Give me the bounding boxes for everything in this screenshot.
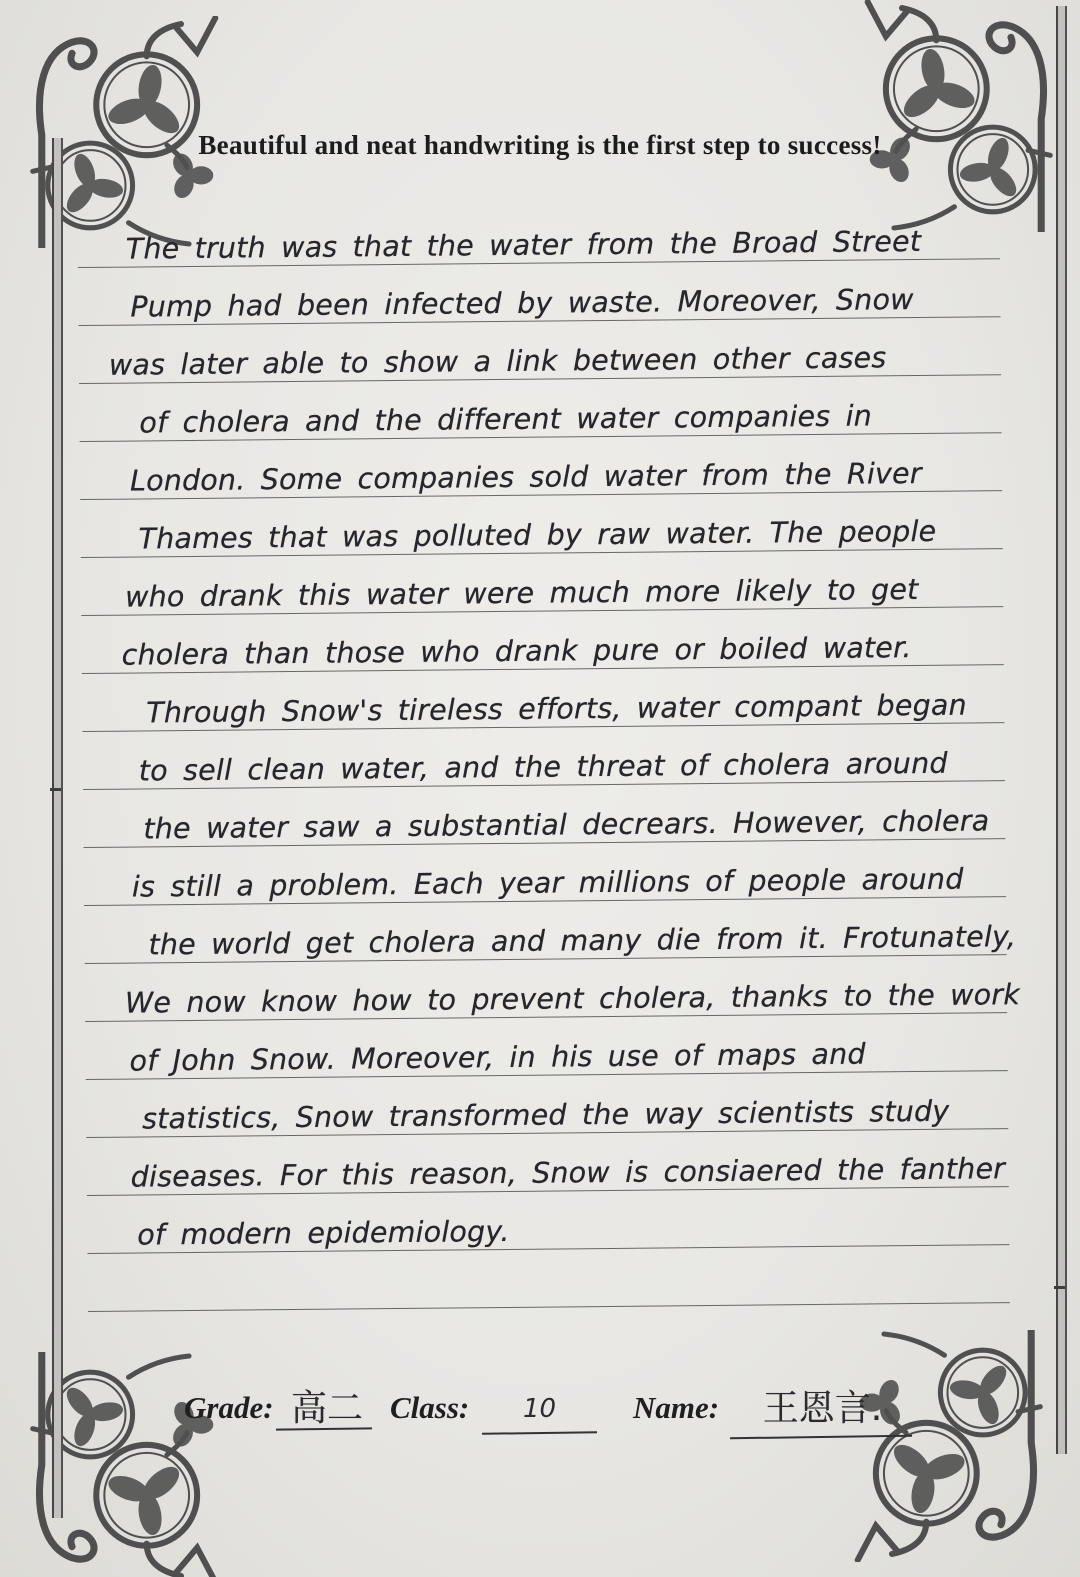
corner-ornament-icon (862, 0, 1057, 232)
ruled-line (82, 723, 1005, 790)
ruled-line (87, 1245, 1010, 1312)
ruled-line (84, 839, 1007, 906)
ruled-line (80, 433, 1003, 500)
handwritten-text: The truth was that the water from the Broad Street (125, 224, 922, 266)
ruled-line (80, 491, 1003, 558)
handwritten-text: London. Some companies sold water from the River (129, 456, 922, 498)
name-label: Name: (633, 1390, 720, 1425)
ruled-line (85, 1013, 1008, 1080)
ruled-line (85, 955, 1021, 1022)
ruled-line (79, 375, 1002, 442)
footer-fields (0, 1378, 1080, 1448)
name-underline (730, 1435, 912, 1440)
handwritten-text: of cholera and the different water companies in (139, 398, 873, 439)
handwritten-text: to sell clean water, and the threat of cholera around (138, 746, 948, 787)
handwritten-text: cholera than those who drank pure or boiled water. (121, 630, 912, 672)
ruled-lines (77, 201, 1021, 1312)
ruled-line (86, 1129, 1009, 1196)
class-label: Class: (390, 1390, 470, 1425)
ruled-line (86, 1071, 1009, 1138)
handwritten-text: was later able to show a link between other cases (108, 340, 887, 382)
class-underline (482, 1431, 597, 1435)
handwritten-text: is still a problem. Each year millions of people around (131, 862, 964, 904)
ruled-line (81, 607, 1004, 674)
handwritten-text: Through Snow's tireless efforts, water compant began (146, 688, 967, 729)
grade-value-handwritten: 高二 (290, 1388, 363, 1429)
handwritten-text: the world get cholera and many die from it. Frotunately, (148, 919, 1017, 961)
right-border-rail (1056, 6, 1067, 1454)
header-motto: Beautiful and neat handwriting is the first step to success! (198, 130, 882, 160)
grade-label: Grade: (184, 1390, 274, 1425)
handwritten-text: the water saw a substantial decrears. However, cholera (143, 803, 990, 845)
handwritten-text: of modern epidemiology. (137, 1214, 510, 1252)
rail-joint (1054, 1286, 1065, 1289)
handwritten-text: diseases. For this reason, Snow is consiaered the fanther (130, 1151, 1006, 1194)
ruled-line (78, 259, 1001, 326)
handwritten-text: We now know how to prevent cholera, thanks to the work (124, 977, 1021, 1020)
ruled-line (83, 781, 1006, 848)
name-value-handwritten: 王恩言. (762, 1388, 883, 1429)
ruled-line (82, 665, 1005, 732)
ruled-line (84, 897, 1017, 964)
handwritten-text: who drank this water were much more likely to get (124, 572, 919, 614)
handwritten-text: Pump had been infected by waste. Moreover, Snow (130, 282, 914, 324)
left-border-rail (52, 138, 63, 1518)
rail-joint (50, 788, 61, 791)
handwritten-text: Thames that was polluted by raw water. The people (138, 514, 937, 555)
ruled-line (81, 549, 1004, 616)
ruled-line (77, 201, 1000, 268)
class-value-handwritten: 10 (522, 1394, 557, 1424)
handwritten-text: of John Snow. Moreover, in his use of maps and (129, 1037, 866, 1078)
ruled-line (87, 1187, 1010, 1254)
ruled-line (79, 317, 1002, 384)
handwritten-text: statistics, Snow transformed the way scientists study (141, 1094, 950, 1135)
